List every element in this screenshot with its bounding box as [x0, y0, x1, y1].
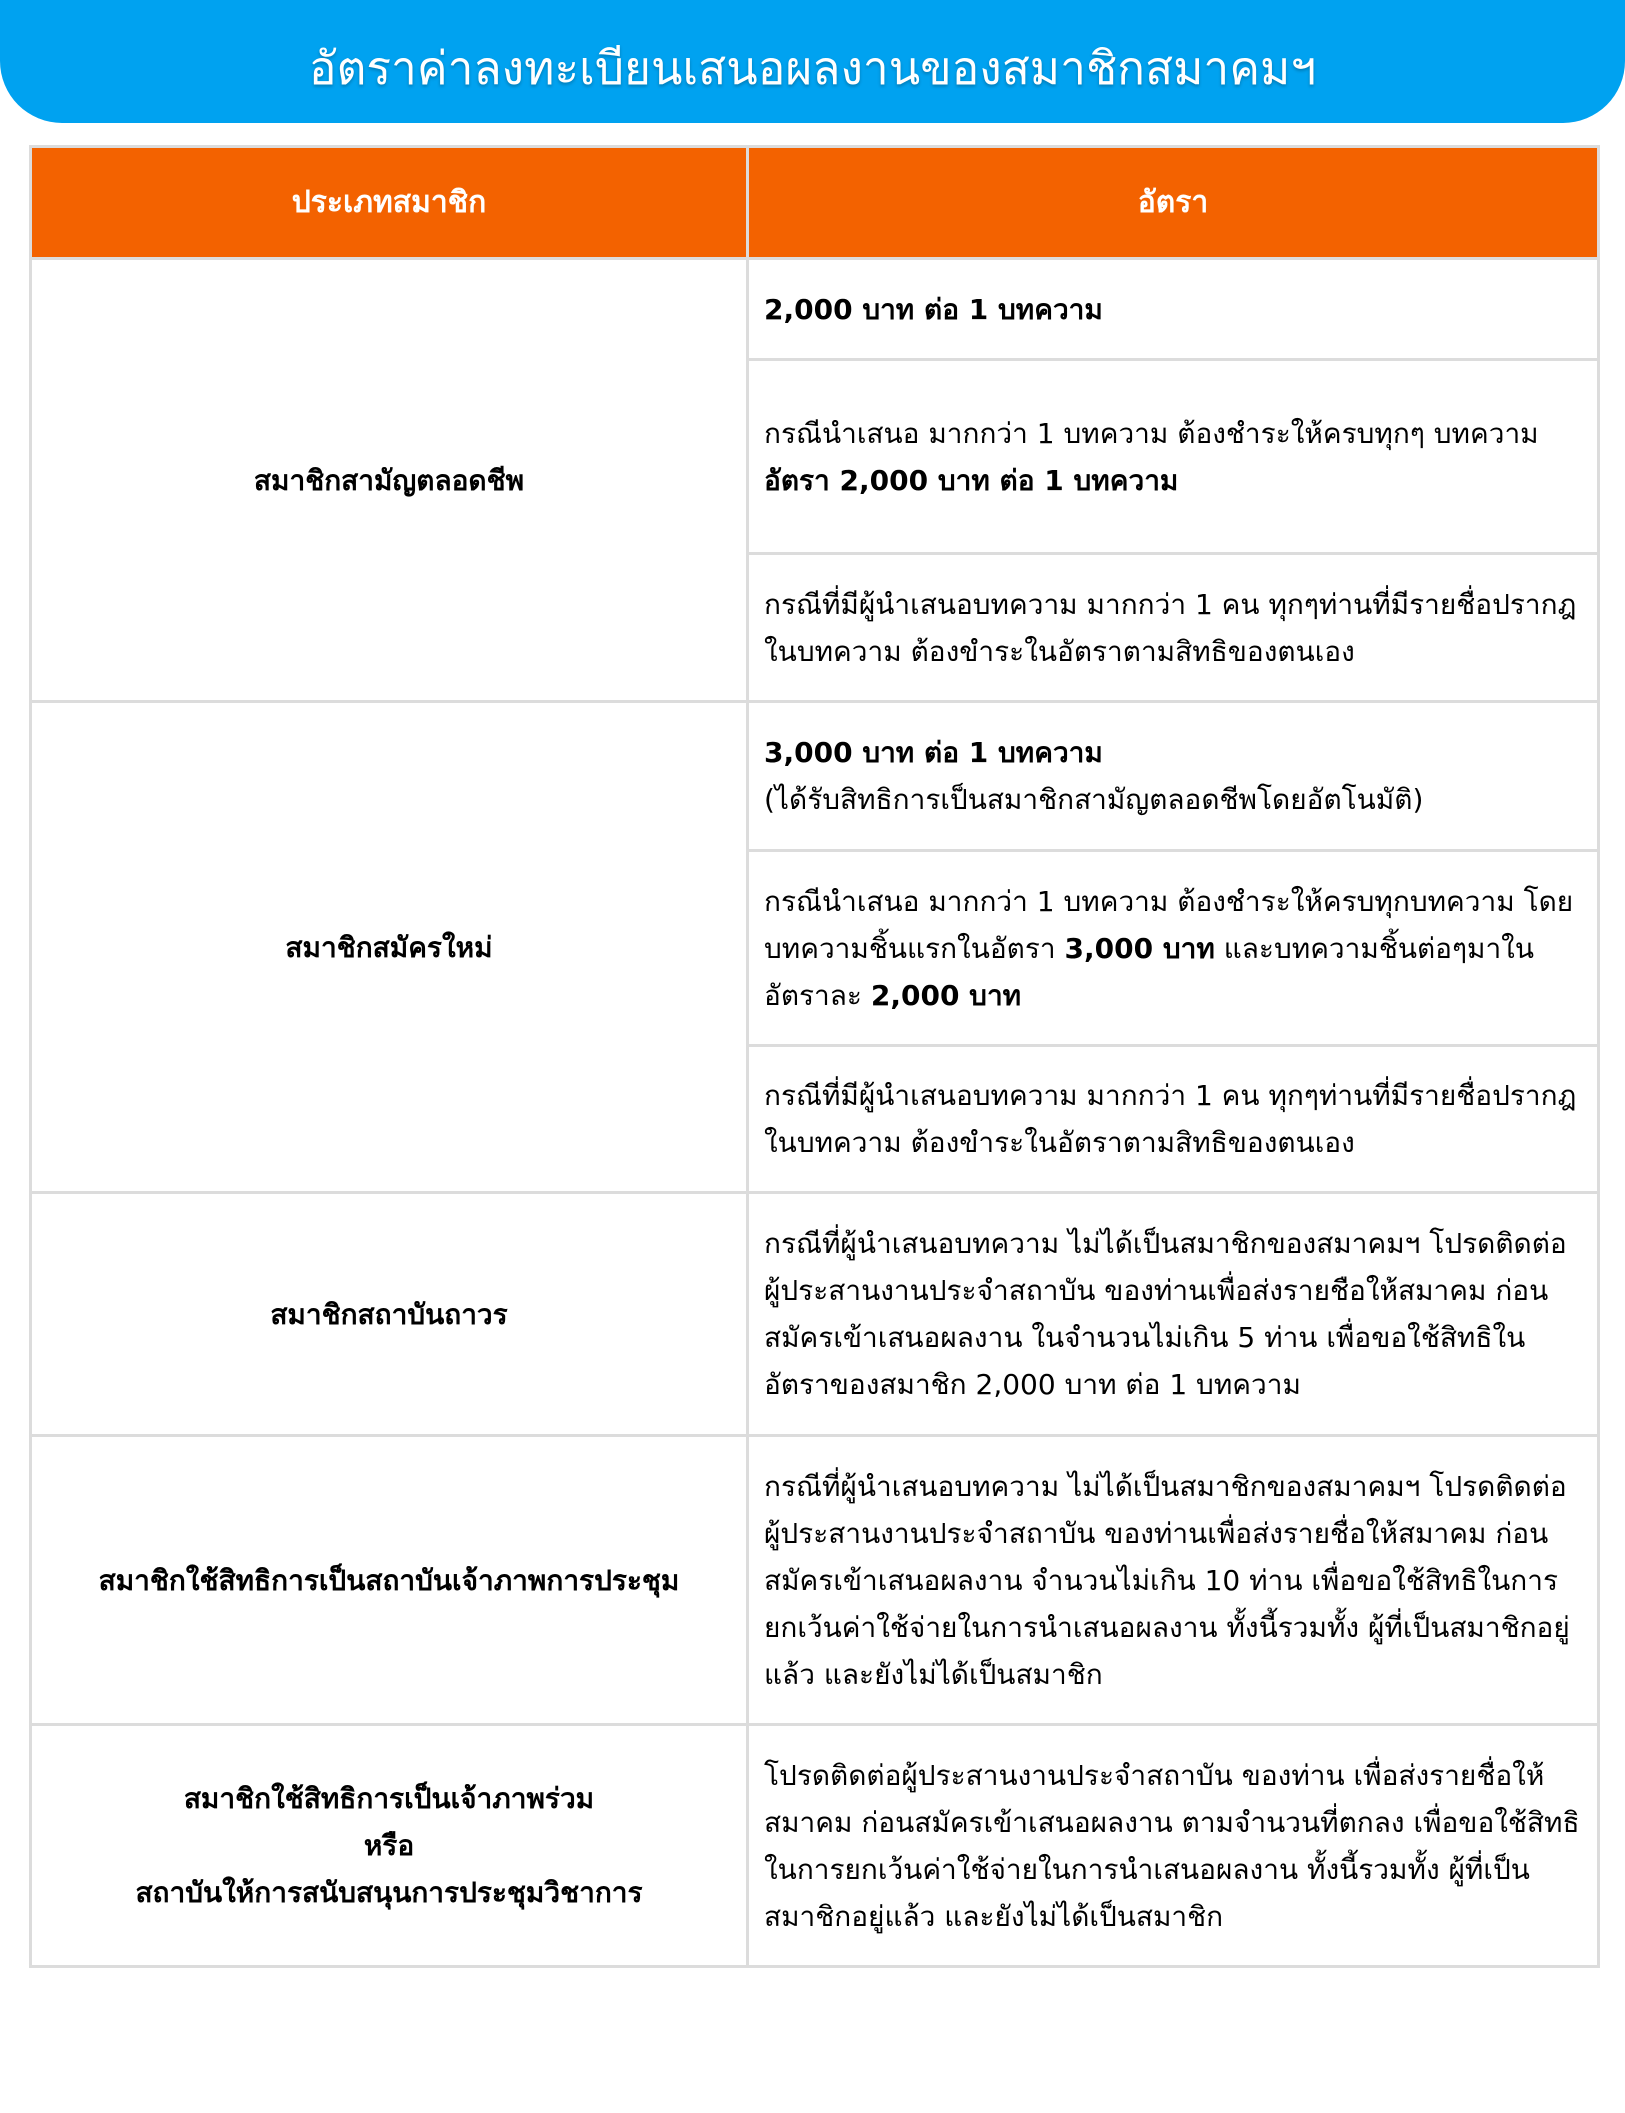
member-type-cell: สมาชิกสถาบันถาวร: [31, 1193, 748, 1436]
table-row: [31, 702, 1599, 851]
registration-rates-table: [29, 145, 1600, 1968]
header-member-type: ประเภทสมาชิก: [31, 147, 748, 259]
rate-note: กรณีที่มีผู้นำเสนอบทความ มากกว่า 1 คน ทุกๆท่านที่มีรายชื่อปรากฎในบทความ ต้องขำระในอัตราตามสิทธิของตนเอง: [764, 587, 1577, 668]
table-row: [31, 1436, 1599, 1725]
member-type-line: สมาชิกใช้สิทธิการเป็นเจ้าภาพร่วม: [183, 1782, 595, 1815]
rate-cell: [748, 1193, 1599, 1436]
rate-cell: [748, 554, 1599, 702]
rate-cell: [748, 702, 1599, 851]
title-banner: [0, 0, 1625, 123]
table-row: [31, 259, 1599, 360]
table-row: [31, 1725, 1599, 1967]
member-type-line: สถาบันให้การสนับสนุนการประชุมวิชาการ: [135, 1876, 643, 1909]
rate-note: กรณีที่ผู้นำเสนอบทความ ไม่ได้เป็นสมาชิกของสมาคมฯ โปรดติดต่อผู้ประสานงานประจำสถาบัน ของท่านเพื่อส่งรายชื่อให้สมาคม ก่อนสมัครเข้าเสนอผลงาน จำนวนไม่เกิน 10 ท่าน เพื่อขอใช้สิทธิในการยกเว้นค่าใช้จ่ายในการนำเสนอผลงาน ทั้งนี้รวมทั้ง ผู้ที่เป็นสมาชิกอยู่แล้ว และยังไม่ได้เป็นสมาชิก: [764, 1469, 1570, 1691]
rate-note: กรณีที่มีผู้นำเสนอบทความ มากกว่า 1 คน ทุกๆท่านที่มีรายชื่อปรากฎในบทความ ต้องขำระในอัตราตามสิทธิของตนเอง: [764, 1079, 1577, 1159]
rate-note: โปรดติดต่อผู้ประสานงานประจำสถาบัน ของท่าน เพื่อส่งรายชื่อให้สมาคม ก่อนสมัครเข้าเสนอผลงาน ตามจำนวนที่ตกลง เพื่อขอใช้สิทธิในการยกเว้นค่าใช้จ่ายในการนำเสนอผลงาน ทั้งนี้รวมทั้ง ผู้ที่เป็นสมาชิกอยู่แล้ว และยังไม่ได้เป็นสมาชิก: [764, 1758, 1580, 1933]
rate-cell: [748, 360, 1599, 554]
rate-cell: [748, 1725, 1599, 1967]
rate-cell: [748, 851, 1599, 1046]
member-type-line: หรือ: [363, 1829, 415, 1862]
rate-amount-subsequent: 2,000 บาท: [870, 978, 1022, 1012]
member-type-cell: สมาชิกสมัครใหม่: [31, 702, 748, 1193]
rate-cell: [748, 1436, 1599, 1725]
rate-note: (ได้รับสิทธิการเป็นสมาชิกสามัญตลอดชีพโดยอัตโนมัติ): [764, 783, 1424, 816]
member-type-cell: สมาชิกใช้สิทธิการเป็นสถาบันเจ้าภาพการประชุม: [31, 1436, 748, 1725]
rate-note: กรณีที่ผู้นำเสนอบทความ ไม่ได้เป็นสมาชิกของสมาคมฯ โปรดติดต่อผู้ประสานงานประจำสถาบัน ของท่านเพื่อส่งรายชือให้สมาคม ก่อนสมัครเข้าเสนอผลงาน ในจำนวนไม่เกิน 5 ท่าน เพื่อขอใช้สิทธิในอัตราของสมาชิก 2,000 บาท ต่อ 1 บทความ: [764, 1227, 1567, 1401]
rate-amount: 2,000 บาท ต่อ 1 บทความ: [764, 292, 1103, 326]
rate-cell: [748, 259, 1599, 360]
member-type-cell: [31, 1725, 748, 1967]
table-header-row: [31, 147, 1599, 259]
table-row: [31, 1193, 1599, 1436]
rate-amount: อัตรา 2,000 บาท ต่อ 1 บทความ: [764, 463, 1179, 497]
header-rate: อัตรา: [748, 147, 1599, 259]
page-title: อัตราค่าลงทะเบียนเสนอผลงานของสมาชิกสมาคมฯ: [308, 41, 1317, 95]
member-type-cell: สมาชิกสามัญตลอดชีพ: [31, 259, 748, 702]
rate-note: กรณีนำเสนอ มากกว่า 1 บทความ ต้องชำระให้ครบทุกบทความ โดยบทความชิ้นแรกในอัตรา: [764, 884, 1574, 965]
rate-amount: 3,000 บาท ต่อ 1 บทความ: [764, 736, 1103, 769]
rate-cell: [748, 1046, 1599, 1193]
rate-amount-first: 3,000 บาท: [1064, 931, 1215, 965]
rate-note-continued: และบทความชิ้นต่อๆมาในอัตราละ: [764, 931, 1534, 1012]
rate-note: กรณีนำเสนอ มากกว่า 1 บทความ ต้องชำระให้ครบทุกๆ บทความ: [764, 416, 1539, 450]
